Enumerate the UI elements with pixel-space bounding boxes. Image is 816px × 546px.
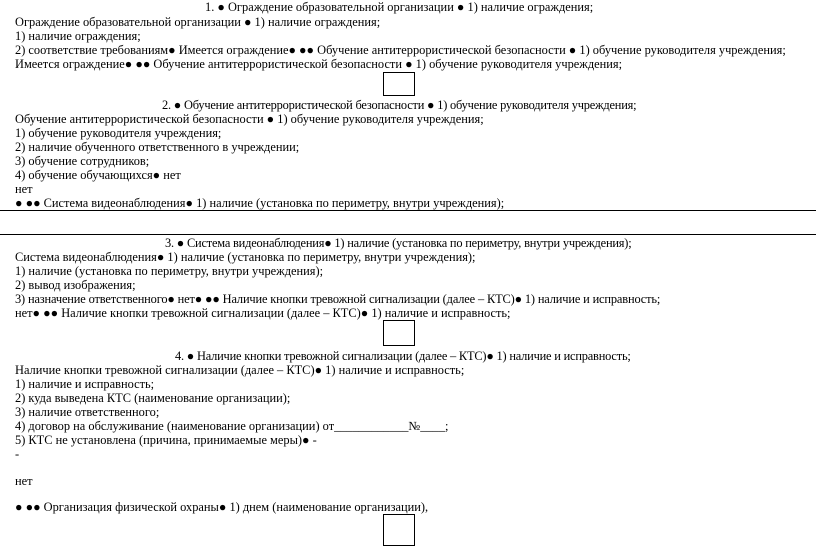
section-heading: 1. ● Ограждение образовательной организации ● 1) наличие ограждения; bbox=[205, 0, 594, 14]
section-heading: 2. ● Обучение антитеррористической безопасности ● 1) обучение руководителя учреждения; bbox=[162, 98, 637, 112]
text-line: 3) назначение ответственного● нет● ●● Наличие кнопки тревожной сигнализации (далее – КТС)● 1) наличие и исправность; bbox=[15, 292, 661, 306]
text-line: нет bbox=[15, 474, 33, 488]
text-line: 1) наличие и исправность; bbox=[15, 377, 155, 391]
text-line: 5) КТС не установлена (причина, принимаемые меры)● - bbox=[15, 433, 317, 447]
text-line: 1) обучение руководителя учреждения; bbox=[15, 126, 222, 140]
text-line: 1) наличие ограждения; bbox=[15, 29, 141, 43]
text-line: нет bbox=[15, 182, 33, 196]
text-line: Наличие кнопки тревожной сигнализации (далее – КТС)● 1) наличие и исправность; bbox=[15, 363, 465, 377]
text-line: 2) вывод изображения; bbox=[15, 278, 136, 292]
divider-line bbox=[0, 210, 816, 211]
checkbox-frame[interactable] bbox=[383, 320, 415, 346]
section-heading: 4. ● Наличие кнопки тревожной сигнализации (далее – КТС)● 1) наличие и исправность; bbox=[175, 349, 631, 363]
text-line: 4) договор на обслуживание (наименование организации) от____________№____; bbox=[15, 419, 449, 433]
checkbox-frame[interactable] bbox=[383, 514, 415, 546]
text-line: ● ●● Организация физической охраны● 1) днем (наименование организации), bbox=[15, 500, 429, 514]
text-line: 3) обучение сотрудников; bbox=[15, 154, 150, 168]
text-line: 2) наличие обученного ответственного в учреждении; bbox=[15, 140, 300, 154]
text-line: нет● ●● Наличие кнопки тревожной сигнализации (далее – КТС)● 1) наличие и исправность; bbox=[15, 306, 511, 320]
section-heading: 3. ● Система видеонаблюдения● 1) наличие (установка по периметру, внутри учреждения); bbox=[165, 236, 632, 250]
divider-line bbox=[0, 234, 816, 235]
text-line: 3) наличие ответственного; bbox=[15, 405, 160, 419]
text-line: - bbox=[15, 447, 20, 461]
text-line: Обучение антитеррористической безопасности ● 1) обучение руководителя учреждения; bbox=[15, 112, 484, 126]
text-line: Ограждение образовательной организации ● 1) наличие ограждения; bbox=[15, 15, 381, 29]
checkbox-frame[interactable] bbox=[383, 72, 415, 96]
text-line: 4) обучение обучающихся● нет bbox=[15, 168, 181, 182]
text-line: 2) куда выведена КТС (наименование организации); bbox=[15, 391, 291, 405]
text-line: ● ●● Система видеонаблюдения● 1) наличие (установка по периметру, внутри учреждения); bbox=[15, 196, 505, 210]
text-line: 2) соответствие требованиям● Имеется ограждение● ●● Обучение антитеррористической безопасности ● 1) обучение руководителя учреждения; bbox=[15, 43, 786, 57]
text-line: Система видеонаблюдения● 1) наличие (установка по периметру, внутри учреждения); bbox=[15, 250, 476, 264]
text-line: Имеется ограждение● ●● Обучение антитеррористической безопасности ● 1) обучение руководителя учреждения; bbox=[15, 57, 623, 71]
text-line: 1) наличие (установка по периметру, внутри учреждения); bbox=[15, 264, 324, 278]
